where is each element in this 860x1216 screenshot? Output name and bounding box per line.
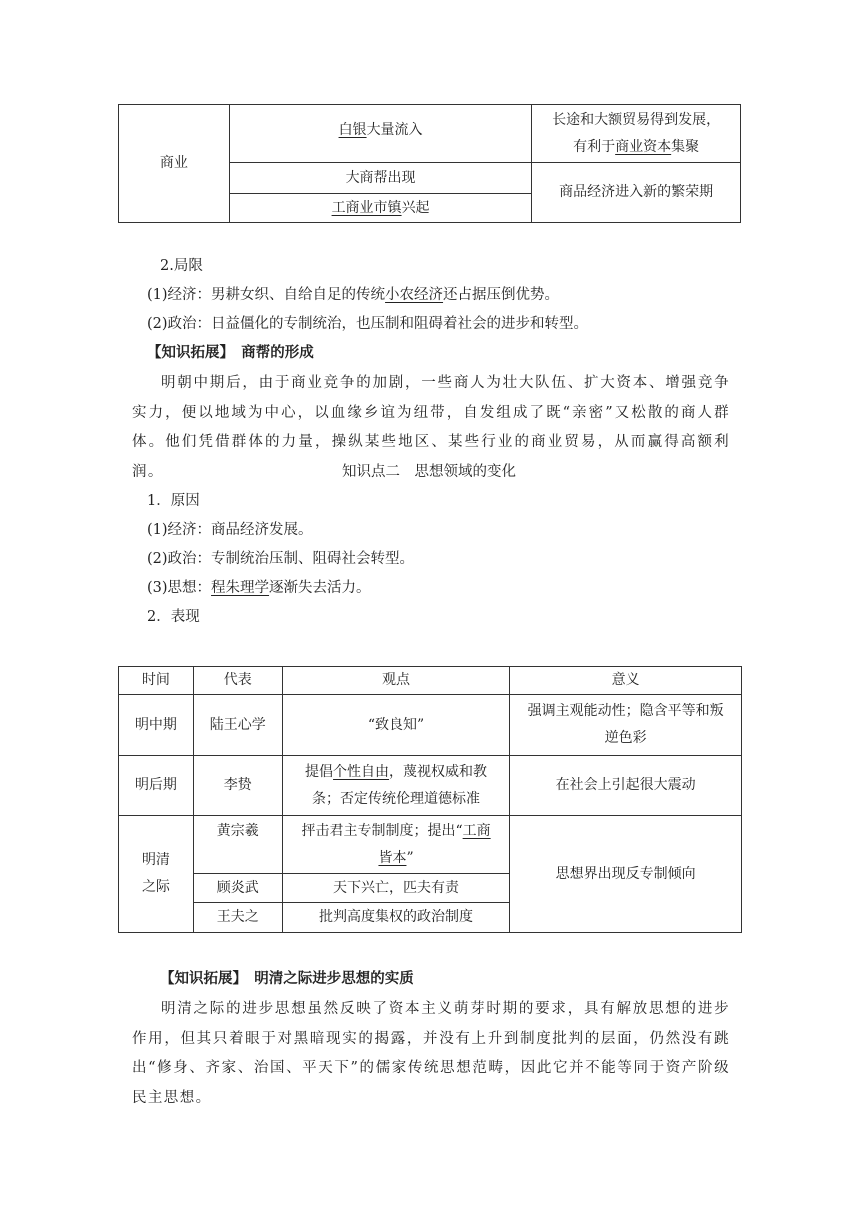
small-peasant-term: 小农经济 <box>385 287 444 303</box>
causes-econ: (1)经济：商品经济发展。 <box>147 522 313 538</box>
limits-politics: (2)政治：日益僵化的专制统治，也压制和阻碍着社会的进步和转型。 <box>147 316 589 332</box>
jieben-term: 皆本 <box>378 849 407 866</box>
r3-view: 抨击君主专制制度；提出“工商 皆本” <box>282 816 510 874</box>
silver-inflow-cell <box>229 105 531 163</box>
ext1-title: 商帮的形成 <box>241 344 314 361</box>
category-cell: 商业 <box>119 105 230 223</box>
ext1-body: 明朝中期后，由于商业竞争的加剧，一些商人为壮大队伍、扩大资本、增强竞争实力，便以地域为中心，以血缘乡谊为纽带，自发组成了既“亲密”又松散的商人群体。他们凭借群体的力量，操纵某些地区、某些行业的商业贸易，从而赢得高额利润。 <box>132 375 730 480</box>
r1-sig: 强调主观能动性；隐含平等和叛 逆色彩 <box>510 695 742 756</box>
gongshang-term: 工商 <box>462 822 491 839</box>
r2-sig: 在社会上引起很大震动 <box>510 756 742 816</box>
r3-time: 明清 之际 <box>119 816 194 933</box>
limits-heading: 2.局限 <box>160 258 203 274</box>
perf-heading: 2．表现 <box>147 609 200 625</box>
ext2-tag: 【知识拓展】 <box>160 970 240 987</box>
r2-time: 明后期 <box>119 756 194 816</box>
r5-view: 批判高度集权的政治制度 <box>282 903 510 933</box>
thought-table <box>118 666 742 933</box>
ext2-body: 明清之际的进步思想虽然反映了资本主义萌芽时期的要求，具有解放思想的进步作用，但其只着眼于对黑暗现实的揭露，并没有上升到制度批判的层面，仍然没有跳出“修身、齐家、治国、平天下”的儒家传统思想范畴，因此它并不能等同于资产阶级民主思想。 <box>132 1001 730 1106</box>
prosperity-cell: 商品经济进入新的繁荣期 <box>532 163 741 223</box>
trade-effect-cell <box>532 105 741 163</box>
silver-term: 白银 <box>338 122 367 138</box>
ext1-tag: 【知识拓展】 <box>147 344 227 361</box>
individual-freedom-term: 个性自由 <box>333 763 390 780</box>
silver-text: 大量流入 <box>366 122 423 138</box>
header-rep: 代表 <box>193 667 282 695</box>
r4-view: 天下兴亡，匹夫有责 <box>282 874 510 903</box>
limits-econ: (1)经济：男耕女织、自给自足的传统小农经济还占据压倒优势。 <box>147 287 560 303</box>
header-sig: 意义 <box>510 667 742 695</box>
r2-view: 提倡个性自由，蔑视权威和教 条；否定传统伦理道德标准 <box>282 756 510 816</box>
market-town-cell: 工商业市镇兴起 <box>229 194 531 223</box>
commercial-capital-term: 商业资本 <box>615 138 672 155</box>
r4-rep: 顾炎武 <box>193 874 282 903</box>
market-town-term: 工商业市镇 <box>331 199 402 216</box>
r3-sig: 思想界出现反专制倾向 <box>510 816 742 933</box>
commerce-table <box>118 104 741 223</box>
r1-rep: 陆王心学 <box>193 695 282 756</box>
ext2-heading <box>160 966 414 992</box>
header-time: 时间 <box>119 667 194 695</box>
r3-rep: 黄宗羲 <box>193 816 282 874</box>
trade-effect-line2: 有利于商业资本集聚 <box>573 138 700 155</box>
section2-title: 知识点二 思想领域的变化 <box>342 464 516 480</box>
r1-view: “致良知” <box>282 695 510 756</box>
ext1-heading <box>147 340 314 366</box>
r1-time: 明中期 <box>119 695 194 756</box>
header-view: 观点 <box>282 667 510 695</box>
cheng-zhu-term: 程朱理学 <box>211 580 270 596</box>
causes-thought: (3)思想：程朱理学逐渐失去活力。 <box>147 580 371 596</box>
r2-rep: 李贽 <box>193 756 282 816</box>
ext2-title: 明清之际进步思想的实质 <box>254 970 414 987</box>
causes-heading: 1．原因 <box>147 493 200 509</box>
merchant-gang-cell: 大商帮出现 <box>229 163 531 194</box>
causes-politics: (2)政治：专制统治压制、阻碍社会转型。 <box>147 551 415 567</box>
trade-effect-line1: 长途和大额贸易得到发展， <box>552 111 721 128</box>
r5-rep: 王夫之 <box>193 903 282 933</box>
